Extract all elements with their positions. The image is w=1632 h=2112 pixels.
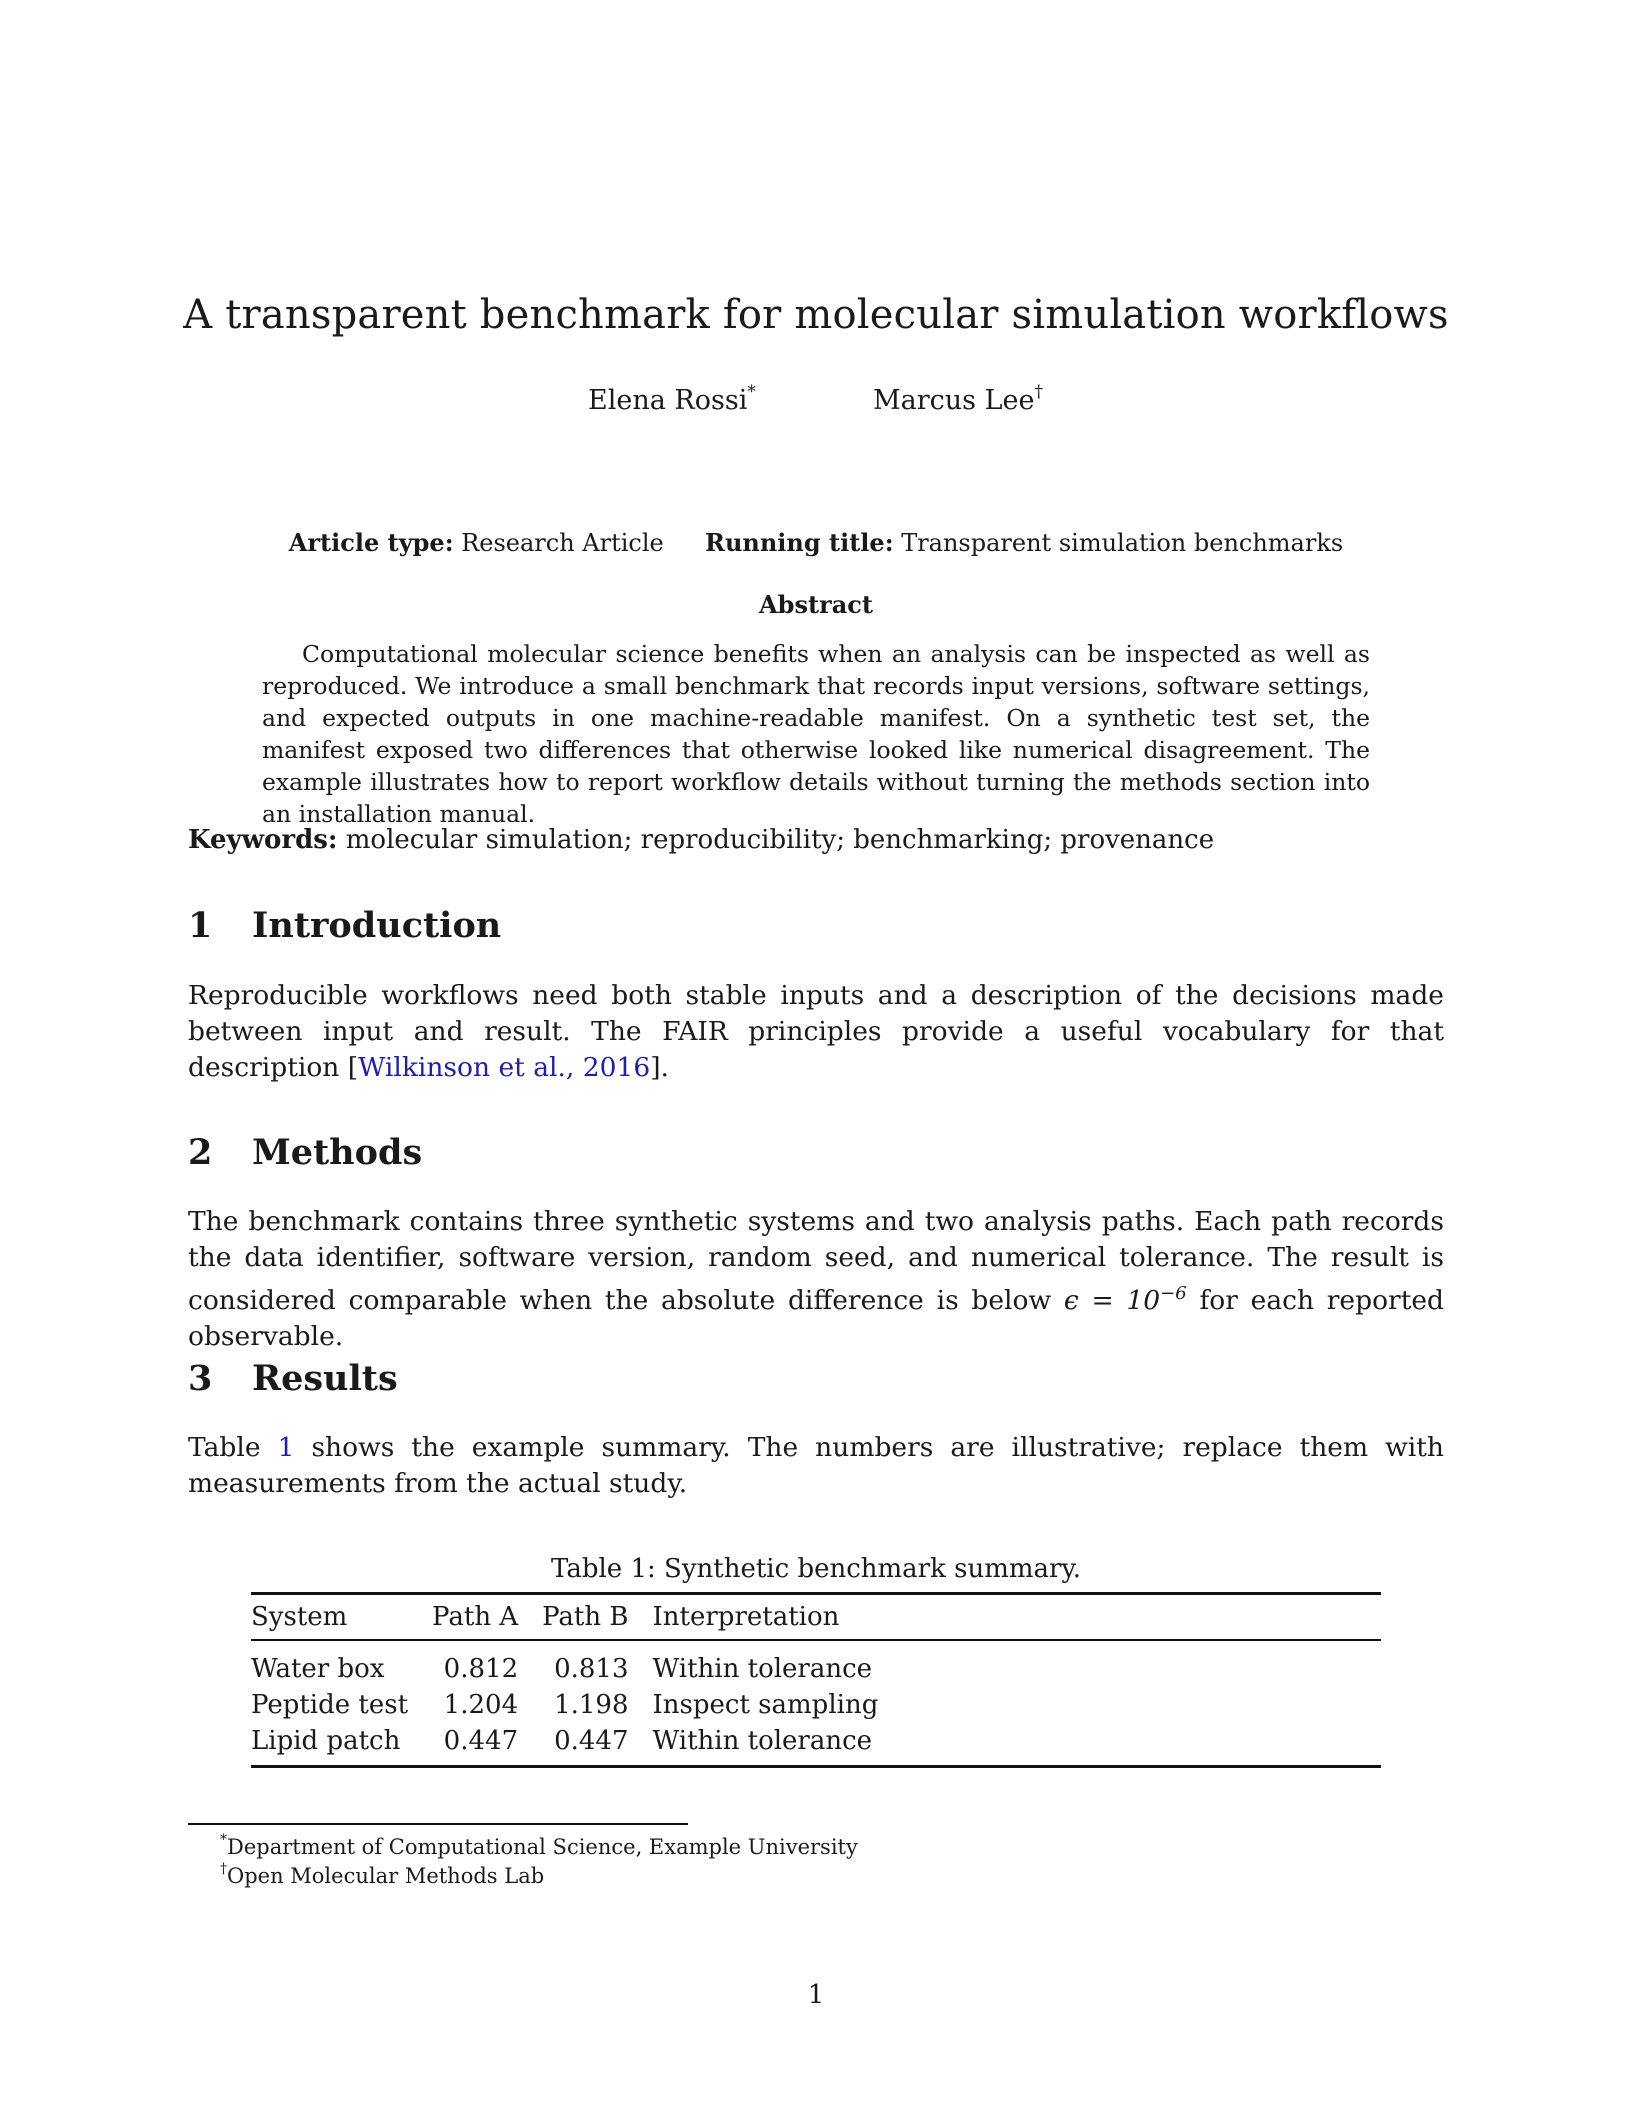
table-row	[251, 1640, 1381, 1687]
author-1	[588, 384, 756, 416]
math-base: ϵ = 10	[1063, 1284, 1161, 1316]
header-interpretation: Interpretation	[652, 1602, 840, 1632]
header-path-a: Path A	[432, 1602, 519, 1632]
results-paragraph	[188, 1430, 1444, 1502]
cell-path-b: 0.447	[554, 1726, 629, 1756]
paragraph-text: The benchmark contains three synthetic systems and two analysis paths. Each path records the data identifier, software version, random seed, and numerical tolerance. The result is considered comparable when the absolute difference is below	[188, 1206, 1444, 1316]
math-exponent: −6	[1160, 1283, 1187, 1304]
article-type: Research Article	[461, 529, 664, 557]
keywords	[188, 825, 1214, 855]
keywords-text: molecular simulation; reproducibility; benchmarking; provenance	[345, 825, 1215, 855]
section-title: Results	[252, 1358, 398, 1399]
table-caption-label: Table 1:	[551, 1554, 656, 1584]
footnote-rule	[188, 1823, 688, 1825]
tolerance-math	[1064, 1285, 1187, 1316]
author-2	[873, 384, 1043, 416]
article-type-label: Article type:	[288, 528, 454, 557]
article-meta	[0, 528, 1632, 557]
header-path-b: Path B	[542, 1602, 629, 1632]
paragraph-text: shows the example summary. The numbers are illustrative; replace them with measurements from the actual study.	[188, 1432, 1444, 1499]
footnote-text: Open Molecular Methods Lab	[227, 1864, 545, 1888]
paper-title: A transparent benchmark for molecular simulation workflows	[183, 292, 1449, 338]
author-name: Elena Rossi	[588, 385, 748, 416]
table-caption-text: Synthetic benchmark summary.	[664, 1554, 1081, 1584]
cell-interpretation: Inspect sampling	[652, 1690, 879, 1720]
cell-interpretation: Within tolerance	[652, 1726, 873, 1756]
citation-link[interactable]: Wilkinson et al., 2016	[358, 1052, 651, 1083]
cell-path-a: 1.204	[443, 1690, 519, 1720]
introduction-paragraph	[188, 978, 1444, 1086]
section-number: 2	[188, 1132, 213, 1173]
section-heading-results	[188, 1358, 398, 1399]
author-mark: *	[747, 382, 756, 402]
footnote-mark: †	[220, 1861, 227, 1877]
section-heading-introduction	[188, 905, 501, 946]
cell-system: Lipid patch	[251, 1726, 401, 1756]
benchmark-summary-table	[251, 1592, 1381, 1768]
author-mark: †	[1034, 382, 1043, 402]
section-number: 3	[188, 1358, 213, 1399]
paragraph-text: Reproducible workflows need both stable inputs and a description of the decisions made between input and result. The FAIR principles provide a useful vocabulary for that description [	[188, 980, 1444, 1083]
abstract-heading: Abstract	[759, 590, 873, 619]
methods-paragraph	[188, 1204, 1444, 1355]
cell-path-a: 0.812	[443, 1654, 519, 1684]
author-name: Marcus Lee	[873, 385, 1035, 416]
footnote-2	[220, 1863, 544, 1888]
table-caption	[0, 1554, 1632, 1584]
cell-path-b: 0.813	[554, 1654, 629, 1684]
section-title: Methods	[252, 1132, 423, 1173]
footnote-mark: *	[220, 1832, 227, 1848]
footnote-1	[220, 1834, 858, 1859]
page-number: 1	[807, 1980, 825, 2010]
cell-system: Water box	[251, 1654, 385, 1684]
section-number: 1	[188, 905, 213, 946]
table-ref-link[interactable]: 1	[277, 1432, 295, 1463]
section-title: Introduction	[252, 905, 502, 946]
header-system: System	[251, 1602, 348, 1632]
table-row	[251, 1687, 1381, 1723]
keywords-label: Keywords:	[188, 825, 338, 855]
table-header-row	[251, 1594, 1381, 1641]
abstract-text: Computational molecular science benefits when an analysis can be inspected as well as reproduced. We introduce a small benchmark that records input versions, software settings, and expected outputs in one machine-readable manifest. On a synthetic test set, the manifest exposed two differences that otherwise looked like numerical disagreement. The example illustrates how to report workflow details without turning the methods section into an installation manual.	[262, 640, 1370, 828]
cell-path-b: 1.198	[554, 1690, 629, 1720]
table-row	[251, 1723, 1381, 1767]
cell-path-a: 0.447	[443, 1726, 519, 1756]
running-title: Transparent simulation benchmarks	[901, 529, 1344, 557]
paragraph-text: ].	[650, 1052, 669, 1083]
paragraph-text: Table	[188, 1432, 278, 1463]
footnote-text: Department of Computational Science, Example University	[227, 1835, 858, 1859]
paragraph-text: for each reported observable.	[188, 1284, 1444, 1352]
cell-interpretation: Within tolerance	[652, 1654, 873, 1684]
running-title-label: Running title:	[705, 528, 894, 557]
cell-system: Peptide test	[251, 1690, 409, 1720]
section-heading-methods	[188, 1132, 422, 1173]
